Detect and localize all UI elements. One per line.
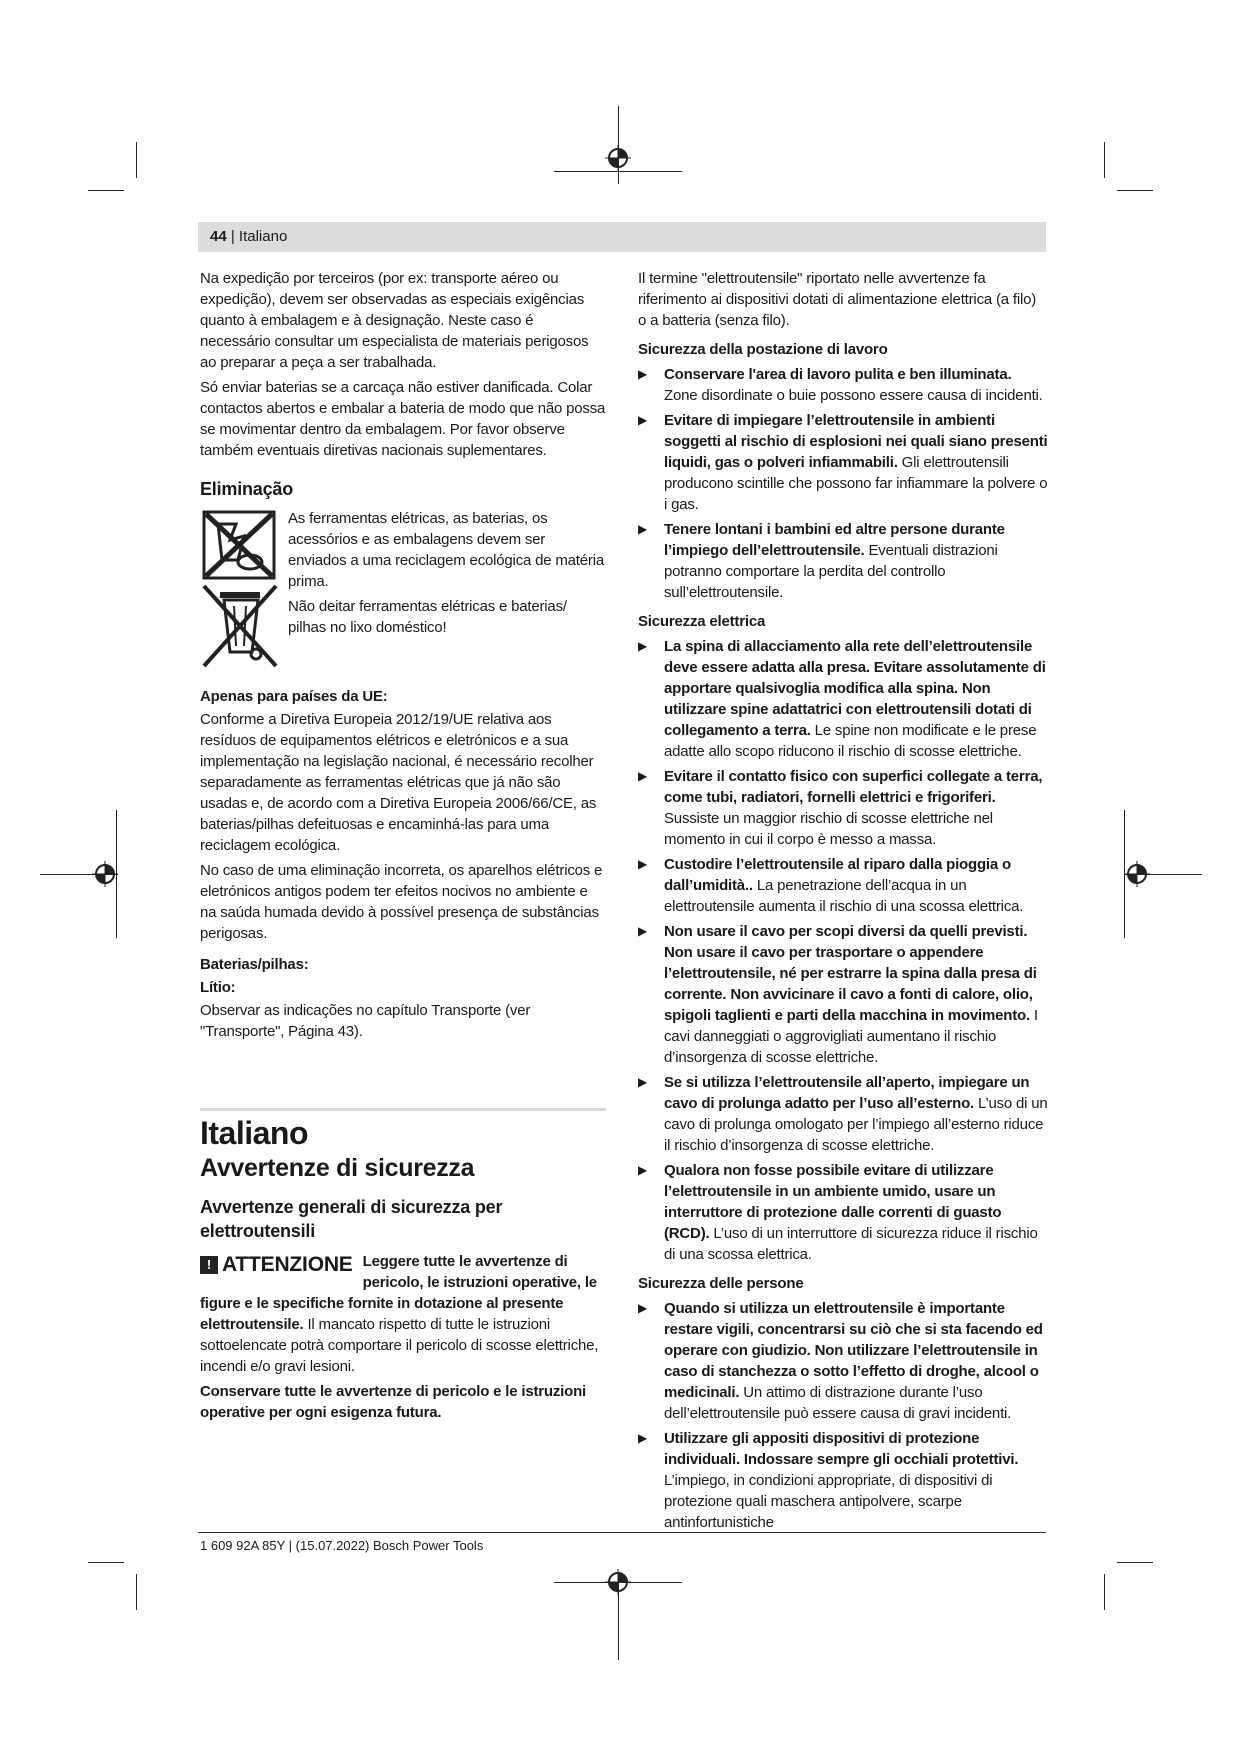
bullet-arrow-icon: ▶ [638,639,648,653]
crop-mark [88,190,124,191]
list-item [638,766,1048,850]
bullet-text: Le spine non modificate e le prese adatte allo scopo riducono il rischio di scosse elettriche. [664,722,1037,760]
no-recycle-box-icon [200,508,280,582]
list-item [638,1072,1048,1156]
eu-heading: Apenas para países da UE: [200,688,388,705]
intro-paragraph: Il termine "elettroutensile" riportato nelle avvertenze fa riferimento ai dispositivi dotati di alimentazione elettrica (a filo) o a batteria (senza filo). [638,270,1037,329]
crop-mark [136,1574,137,1610]
bullet-text: Un attimo di distrazione durante l’uso dell’elettroutensile può essere causa di gravi incidenti. [664,1384,1012,1422]
disposal-block [200,508,606,670]
eu-paragraph: Conforme a Diretiva Europeia 2012/19/UE relativa aos resíduos de equipamentos elétricos e eletrónicos e a sua implementação na legislação nacional, é necessário recolher separadamente as ferramentas elétricas que já não são usadas e, de acordo com a Diretiva Europeia 2006/66/CE, as baterias/pilhas defeituosas e encaminhá-las para uma reciclagem ecológica. [200,711,597,854]
persons-heading: Sicurezza delle persone [638,1275,804,1292]
language-heading: Italiano [200,1115,309,1151]
bullet-arrow-icon: ▶ [638,413,648,427]
batteries-heading: Baterias/pilhas: [200,956,309,973]
bullet-arrow-icon: ▶ [638,1075,648,1089]
bullet-bold-text: Qualora non fosse possibile evitare di utilizzare l’elettroutensile in un ambiente umido, usare un interruttore di protezione dalle correnti di guasto (RCD). [664,1162,1002,1242]
bullet-bold-text: Tenere lontani i bambini ed altre persone durante l’impiego dell’elettroutensile. [664,521,1005,559]
bullet-arrow-icon: ▶ [638,522,648,536]
keep-instructions-text: Conservare tutte le avvertenze di pericolo e le istruzioni operative per ogni esigenza futura. [200,1383,587,1421]
registration-mark-icon [1124,861,1150,887]
footer-divider [198,1532,1046,1533]
page-footer: 1 609 92A 85Y | (15.07.2022) Bosch Power Tools [200,1538,484,1553]
crop-mark [88,1562,124,1563]
bullet-arrow-icon: ▶ [638,769,648,783]
lithium-paragraph: Observar as indicações no capítulo Transporte (ver "Transporte", Página 43). [200,1002,531,1040]
right-column [638,268,1048,1537]
transport-paragraph: Na expedição por terceiros (por ex: transporte aéreo ou expedição), devem ser observadas as especiais exigências quanto à embalagem e à designação. Neste caso é necessário consultar um especialista de materiais perigosos ao preparar a peça a ser trabalhada. [200,270,589,371]
eu-paragraph: No caso de uma eliminação incorreta, os aparelhos elétricos e eletrónicos antigos podem ter efeitos nocivos no ambiente e na saúda humada devido à possível presença de substâncias perigosas. [200,862,603,942]
page-number: 44 [210,228,227,245]
bullet-text: I cavi danneggiati o aggrovigliati aumentano il rischio d’insorgenza di scosse elettriche. [664,1007,1038,1066]
left-column [200,268,606,1427]
bullet-bold-text: Evitare il contatto fisico con superfici collegate a terra, come tubi, radiatori, fornelli elettrici e frigoriferi. [664,768,1043,806]
bullet-bold-text: Non usare il cavo per scopi diversi da quelli previsti. Non usare il cavo per trasportare o appendere l’elettroutensile, né per estrarre la spina dalla presa di corrente. Non avvicinare il cavo a fonti di calore, olio, spigoli taglienti e parti della macchina in movimento. [664,923,1037,1024]
bullet-arrow-icon: ▶ [638,1163,648,1177]
attention-bold-text: Leggere tutte le avvertenze di pericolo, le istruzioni operative, le figure e le specifiche fornite in dotazione al presente elettroutensile. [200,1253,597,1333]
list-item [638,1428,1048,1533]
list-item [638,636,1048,762]
registration-mark-icon [605,1569,631,1595]
warning-triangle-icon: ! [200,1256,218,1274]
bullet-text: Gli elettroutensili producono scintille che possono far infiammare la polvere o i gas. [664,454,1048,513]
crop-mark [1104,1574,1105,1610]
bullet-arrow-icon: ▶ [638,924,648,938]
list-item [638,921,1048,1068]
list-item [638,1160,1048,1265]
crop-mark [1117,1562,1153,1563]
bullet-arrow-icon: ▶ [638,857,648,871]
section-divider [200,1108,606,1111]
bullet-text: L’uso di un interruttore di sicurezza riduce il rischio di una scossa elettrica. [664,1225,1038,1263]
bullet-bold-text: Conservare l'area di lavoro pulita e ben illuminata. [664,366,1012,383]
bullet-text: L’impiego, in condizioni appropriate, di dispositivi di protezione quali maschera antipolvere, scarpe antinfortunistiche [664,1472,993,1531]
bullet-text: Zone disordinate o buie possono essere causa di incidenti. [664,387,1043,404]
crop-mark [1117,190,1153,191]
bullet-arrow-icon: ▶ [638,1301,648,1315]
bullet-bold-text: Evitare di impiegare l’elettroutensile in ambienti soggetti al rischio di esplosioni nei quali siano presenti liquidi, gas o polveri infiammabili. [664,412,1048,471]
bullet-arrow-icon: ▶ [638,367,648,381]
bullet-arrow-icon: ▶ [638,1431,648,1445]
list-item [638,854,1048,917]
general-safety-heading: Avvertenze generali di sicurezza per elettroutensili [200,1197,503,1241]
crop-mark [554,171,682,172]
disposal-heading: Eliminação [200,479,294,499]
crop-mark [1104,142,1105,178]
disposal-paragraph: Não deitar ferramentas elétricas e baterias/ pilhas no lixo doméstico! [288,598,567,636]
page-header: 44 | Italiano [198,222,1046,252]
attention-label: ATTENZIONE [222,1253,353,1276]
list-item [638,364,1048,406]
bullet-text: Eventuali distrazioni potranno comportare la perdita del controllo sull’elettroutensile. [664,542,998,601]
bullet-bold-text: Utilizzare gli appositi dispositivi di protezione individuali. Indossare sempre gli occhiali protettivi. [664,1430,1019,1468]
bullet-bold-text: Custodire l’elettroutensile al riparo dalla pioggia o dall’umidità.. [664,856,1011,894]
registration-mark-icon [92,861,118,887]
electric-heading: Sicurezza elettrica [638,613,766,630]
header-language: Italiano [238,228,288,245]
bullet-bold-text: Se si utilizza l’elettroutensile all’aperto, impiegare un cavo di prolunga adatto per l’uso all’esterno. [664,1074,1030,1112]
bullet-bold-text: Quando si utilizza un elettroutensile è importante restare vigili, concentrarsi su ciò che si sta facendo ed operare con giudizio. Non utilizzare l’elettroutensile in caso di stanchezza o sotto l’effetto di droghe, alcool o medicinali. [664,1300,1043,1401]
disposal-paragraph: As ferramentas elétricas, as baterias, os acessórios e as embalagens devem ser enviados a uma reciclagem ecológica de matéria prima. [288,510,604,590]
transport-paragraph: Só enviar baterias se a carcaça não estiver danificada. Colar contactos abertos e embalar a bateria de modo que não possa se movimentar dentro da embalagem. Por favor observe também eventuais diretivas nacionais suplementares. [200,379,606,459]
bullet-bold-text: La spina di allacciamento alla rete dell’elettroutensile deve essere adatta alla presa. Evitare assolutamente di apportare qualsivoglia modifica alla spina. Non utilizzare spine adattatrici con elettroutensili dotati di collegamento a terra. [664,638,1046,739]
list-item [638,1298,1048,1424]
crop-mark [136,142,137,178]
registration-mark-icon [605,145,631,171]
attention-block [200,1251,606,1377]
attention-text: Il mancato rispetto di tutte le istruzioni sottoelencate potrà comportare il pericolo di scosse elettriche, incendi e/o gravi lesioni. [200,1316,599,1375]
list-item [638,410,1048,515]
bullet-text: Sussiste un maggior rischio di scosse elettriche nel momento in cui il corpo è messo a massa. [664,810,993,848]
crossed-out-bin-icon [200,582,280,670]
list-item [638,519,1048,603]
attention-badge [200,1253,353,1277]
workplace-heading: Sicurezza della postazione di lavoro [638,341,888,358]
bullet-text: L’uso di un cavo di prolunga omologato per l’impiego all’esterno riduce il rischio d’insorgenza di scosse elettriche. [664,1095,1048,1154]
bullet-text: La penetrazione dell’acqua in un elettroutensile aumenta il rischio di una scossa elettrica. [664,877,1024,915]
lithium-heading: Lítio: [200,979,236,996]
disposal-icons [200,508,288,670]
disposal-text [288,508,606,670]
safety-heading: Avvertenze di sicurezza [200,1154,475,1182]
